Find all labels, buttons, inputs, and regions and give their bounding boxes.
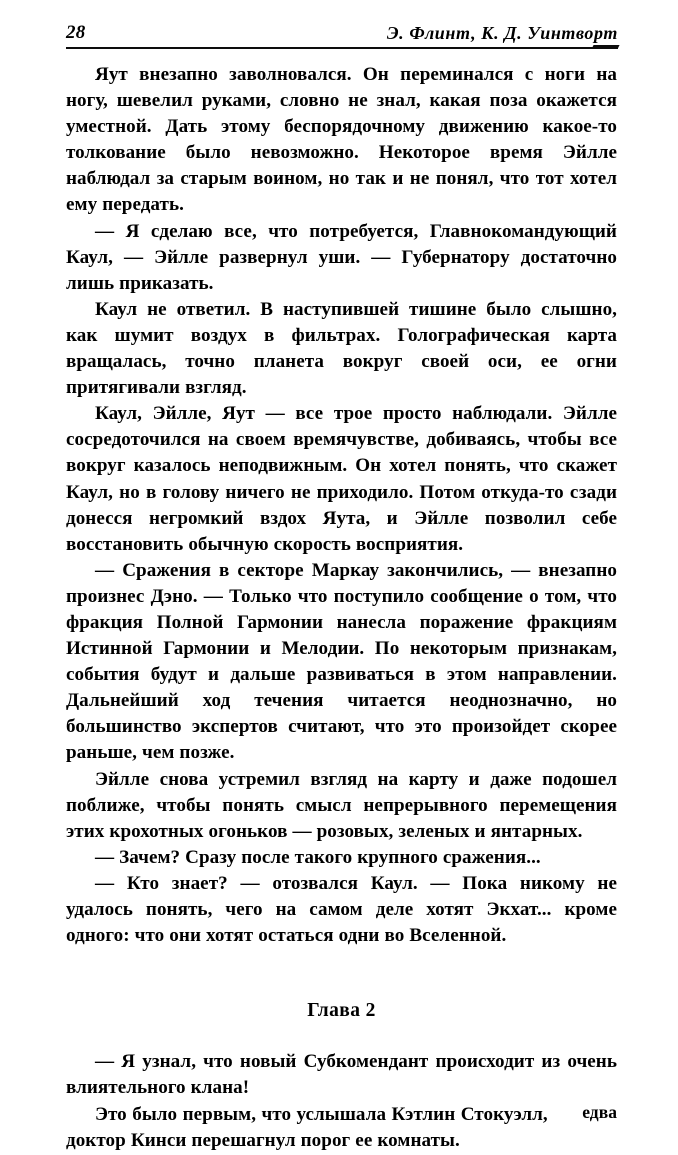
running-head-authors: Э. Флинт, К. Д. Уинтворт bbox=[386, 23, 618, 43]
paragraph: — Я сделаю все, что потребуется, Главнокомандующий Каул, — Эйлле развернул уши. — Губернатору достаточно лишь приказать. bbox=[66, 220, 617, 294]
paragraph: Каул, Эйлле, Яут — все трое просто наблюдали. Эйлле сосредоточился на своем времячувстве, добиваясь, чтобы все вокруг казалось неподвижным. Он хотел понять, что скажет Каул, но в голову ничего не приходило. Потом откуда-то сзади донесся негромкий вздох Яута, и Эйлле позволил себе восстановить обычную скорость восприятия. bbox=[66, 403, 617, 555]
paragraph: Яут внезапно заволновался. Он переминался с ноги на ногу, шевелил руками, словно не знал, какая поза окажется уместной. Дать этому беспорядочному движению какое-то толкование было невозможно. Некоторое время Эйлле наблюдал за старым воином, но так и не понял, что тот хотел ему передать. bbox=[66, 64, 617, 216]
paragraph: — Зачем? Сразу после такого крупного сражения... bbox=[95, 846, 541, 868]
chapter-heading: Глава 2 bbox=[307, 1000, 376, 1022]
paragraph: — Сражения в секторе Маркау закончились, — внезапно произнес Дэно. — Только что поступило сообщение о том, что фракция Полной Гармонии нанесла поражение фракциям Истинной Гармонии и Мелодии. По некоторым признакам, события будут и дальше развиваться в этом направлении. Дальнейший ход течения читается неоднозначно, но большинство экспертов считают, что это произойдет скорее раньше, чем позже. bbox=[66, 559, 617, 764]
header-rule bbox=[66, 47, 618, 49]
scan-drift-word: едва bbox=[582, 1102, 617, 1123]
running-header bbox=[66, 16, 618, 42]
paragraph-text-main: Это было первым, что услышала Кэтлин Стокуэлл, bbox=[95, 1104, 554, 1126]
paragraph bbox=[66, 1101, 617, 1154]
page-number: 28 bbox=[66, 22, 86, 43]
paragraph: — Я узнал, что новый Субкомендант происходит из очень влиятельного клана! bbox=[66, 1051, 617, 1099]
paragraph: Каул не ответил. В наступившей тишине было слышно, как шумит воздух в фильтрах. Голографическая карта вращалась, точно планета вокруг своей оси, ее огни притягивали взгляд. bbox=[66, 298, 617, 399]
paragraph: Эйлле снова устремил взгляд на карту и даже подошел поближе, чтобы понять смысл непрерывного перемещения этих крохотных огоньков — розовых, зеленых и янтарных. bbox=[66, 768, 617, 842]
body-text-column bbox=[66, 62, 617, 1155]
paragraph-text-tail: доктор Кинси перешагнул порог ее комнаты. bbox=[66, 1130, 460, 1152]
paragraph: — Кто знает? — отозвался Каул. — Пока никому не удалось понять, чего на самом деле хотят Экхат... кроме одного: что они хотят остаться одни во Вселенной. bbox=[66, 872, 617, 947]
